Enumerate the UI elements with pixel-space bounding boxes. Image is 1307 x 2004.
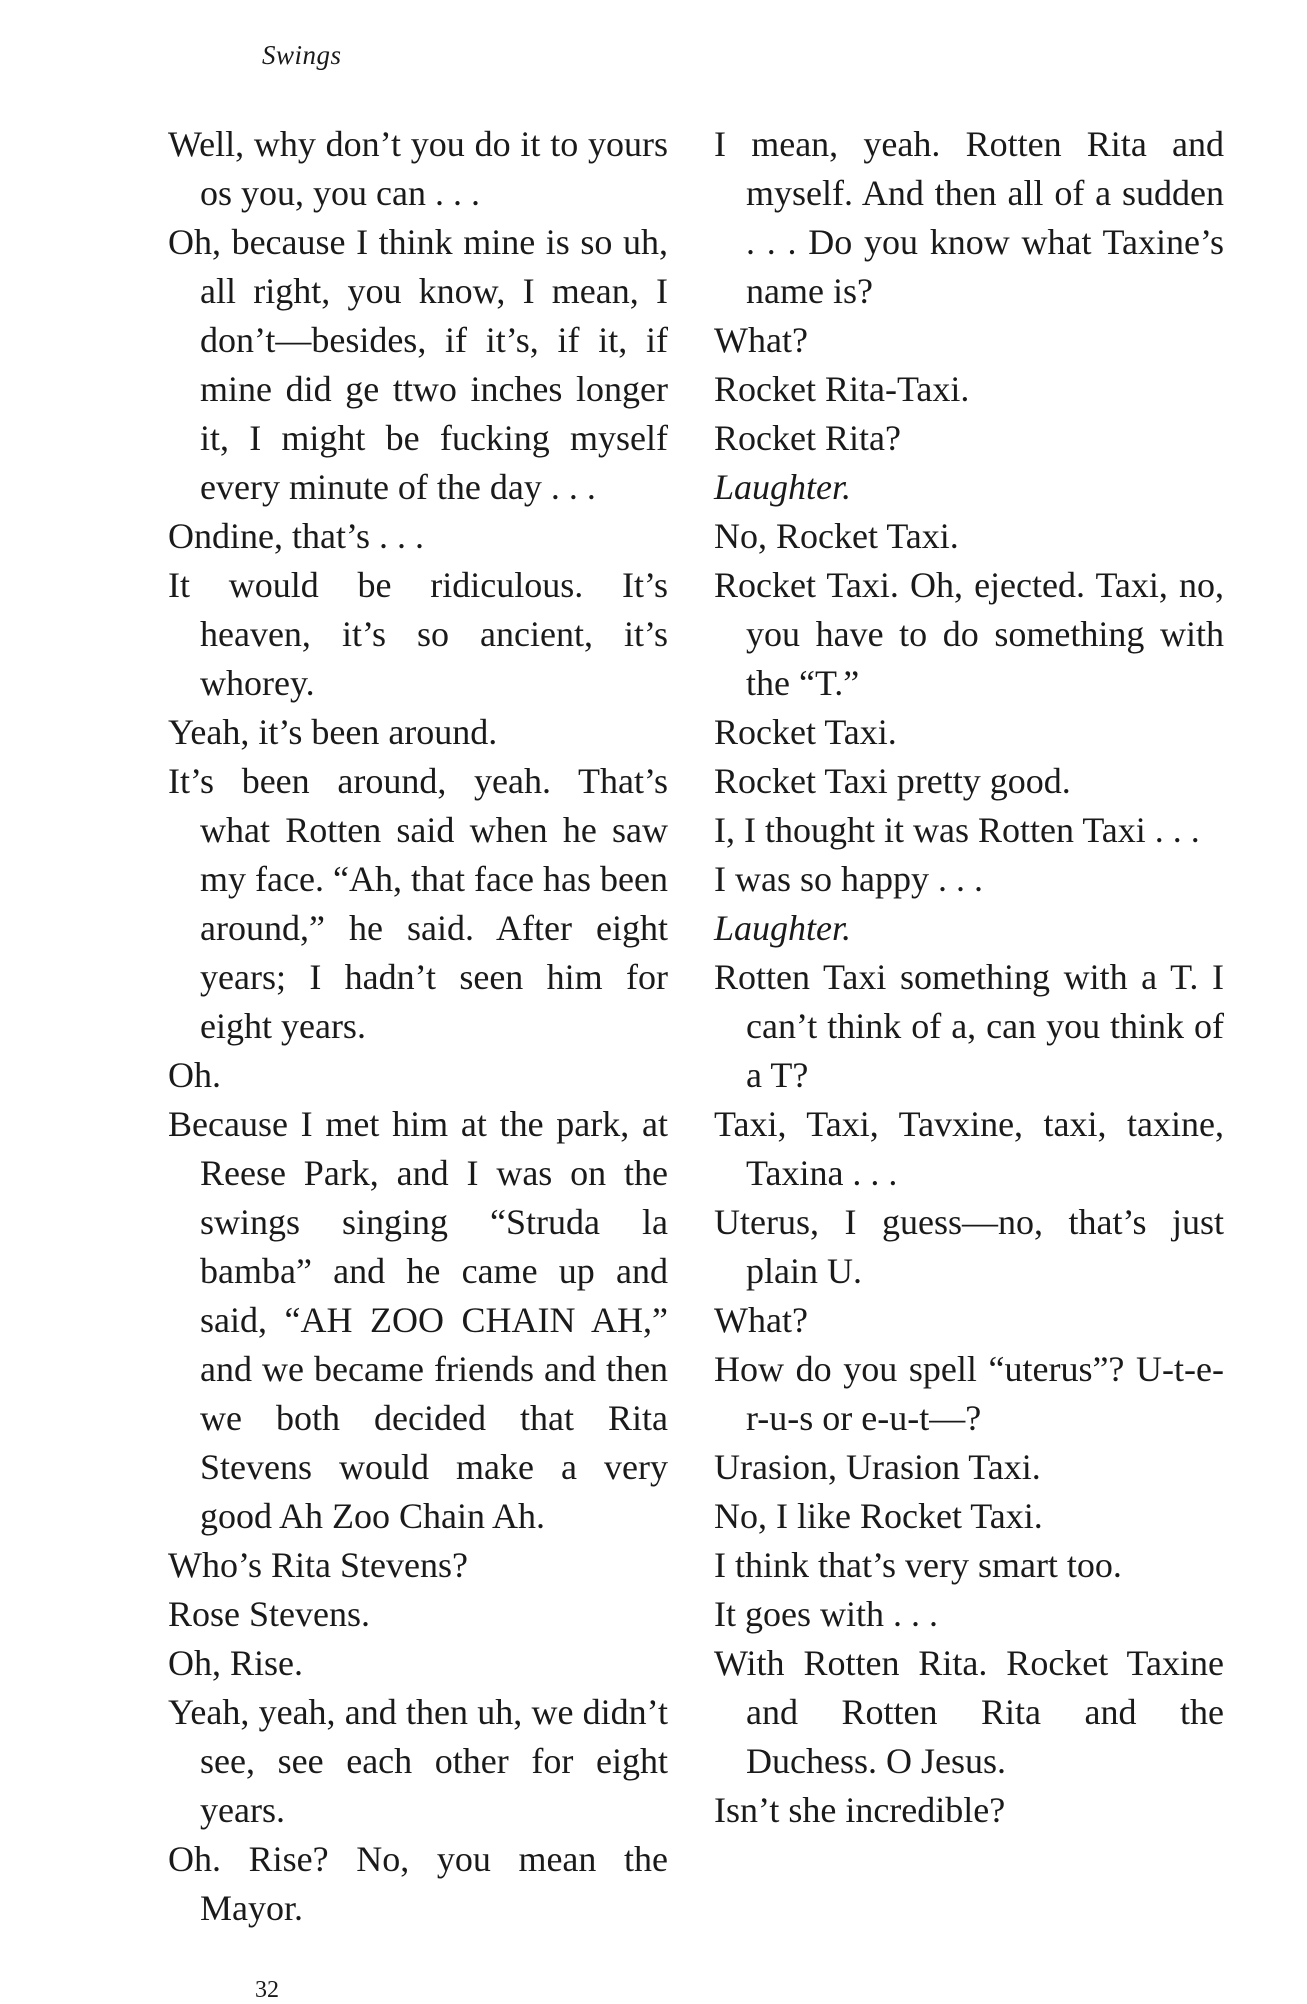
dialogue-line: Rocket Rita-Taxi.: [714, 369, 970, 409]
page-number: 32: [255, 1977, 279, 2003]
dialogue-line: Rocket Taxi pretty good.: [714, 761, 1071, 801]
left-column: [168, 120, 668, 1933]
dialogue-line: Rotten Taxi something with a T. I can’t think of a, can you think of a T?: [714, 957, 1224, 1095]
dialogue-line: Urasion, Urasion Taxi.: [714, 1447, 1041, 1487]
dialogue-line: Uterus, I guess—no, that’s just plain U.: [714, 1202, 1224, 1291]
dialogue-line: What?: [714, 1300, 808, 1340]
dialogue-line: No, I like Rocket Taxi.: [714, 1496, 1043, 1536]
dialogue-line: Who’s Rita Stevens?: [168, 1545, 468, 1585]
dialogue-line: I mean, yeah. Rotten Rita and myself. And then all of a sudden . . . Do you know what Taxine’s name is?: [714, 124, 1224, 311]
dialogue-line: Ondine, that’s . . .: [168, 516, 424, 556]
dialogue-line: Rose Stevens.: [168, 1594, 370, 1634]
dialogue-line: It would be ridiculous. It’s heaven, it’s so ancient, it’s whorey.: [168, 565, 668, 703]
right-column: [714, 120, 1224, 1835]
dialogue-line: Yeah, it’s been around.: [168, 712, 498, 752]
dialogue-line: With Rotten Rita. Rocket Taxine and Rotten Rita and the Duchess. O Jesus.: [714, 1643, 1224, 1781]
dialogue-line: Because I met him at the park, at Reese Park, and I was on the swings singing “Struda la bamba” and he came up and said, “AH ZOO CHAIN AH,” and we became friends and then we both decided that Rita Stevens would make a very good Ah Zoo Chain Ah.: [168, 1104, 668, 1536]
dialogue-line: Oh, because I think mine is so uh, all right, you know, I mean, I don’t—besides, if it’s, if it, if mine did ge ttwo inches longer it, I might be fucking myself every minute of the day . . .: [168, 222, 668, 507]
stage-direction: Laughter.: [714, 467, 852, 507]
dialogue-line: I was so happy . . .: [714, 859, 983, 899]
dialogue-line: Well, why don’t you do it to yours os you, you can . . .: [168, 124, 668, 213]
dialogue-line: Isn’t she incredible?: [714, 1790, 1006, 1830]
dialogue-line: Taxi, Taxi, Tavxine, taxi, taxine, Taxina . . .: [714, 1104, 1224, 1193]
dialogue-line: Rocket Taxi. Oh, ejected. Taxi, no, you have to do something with the “T.”: [714, 565, 1224, 703]
dialogue-line: I think that’s very smart too.: [714, 1545, 1122, 1585]
dialogue-line: Rocket Taxi.: [714, 712, 897, 752]
running-head: Swings: [262, 40, 342, 70]
stage-direction: Laughter.: [714, 908, 852, 948]
dialogue-line: It’s been around, yeah. That’s what Rotten said when he saw my face. “Ah, that face has been around,” he said. After eight years; I hadn’t seen him for eight years.: [168, 761, 668, 1046]
dialogue-line: Oh, Rise.: [168, 1643, 303, 1683]
dialogue-line: Rocket Rita?: [714, 418, 901, 458]
dialogue-line: Oh.: [168, 1055, 221, 1095]
dialogue-line: I, I thought it was Rotten Taxi . . .: [714, 810, 1200, 850]
dialogue-line: It goes with . . .: [714, 1594, 938, 1634]
dialogue-line: What?: [714, 320, 808, 360]
dialogue-line: No, Rocket Taxi.: [714, 516, 959, 556]
dialogue-line: Yeah, yeah, and then uh, we didn’t see, see each other for eight years.: [168, 1692, 668, 1830]
dialogue-line: Oh. Rise? No, you mean the Mayor.: [168, 1839, 668, 1928]
dialogue-line: How do you spell “uterus”? U-t-e-r-u-s or e-u-t—?: [714, 1349, 1224, 1438]
